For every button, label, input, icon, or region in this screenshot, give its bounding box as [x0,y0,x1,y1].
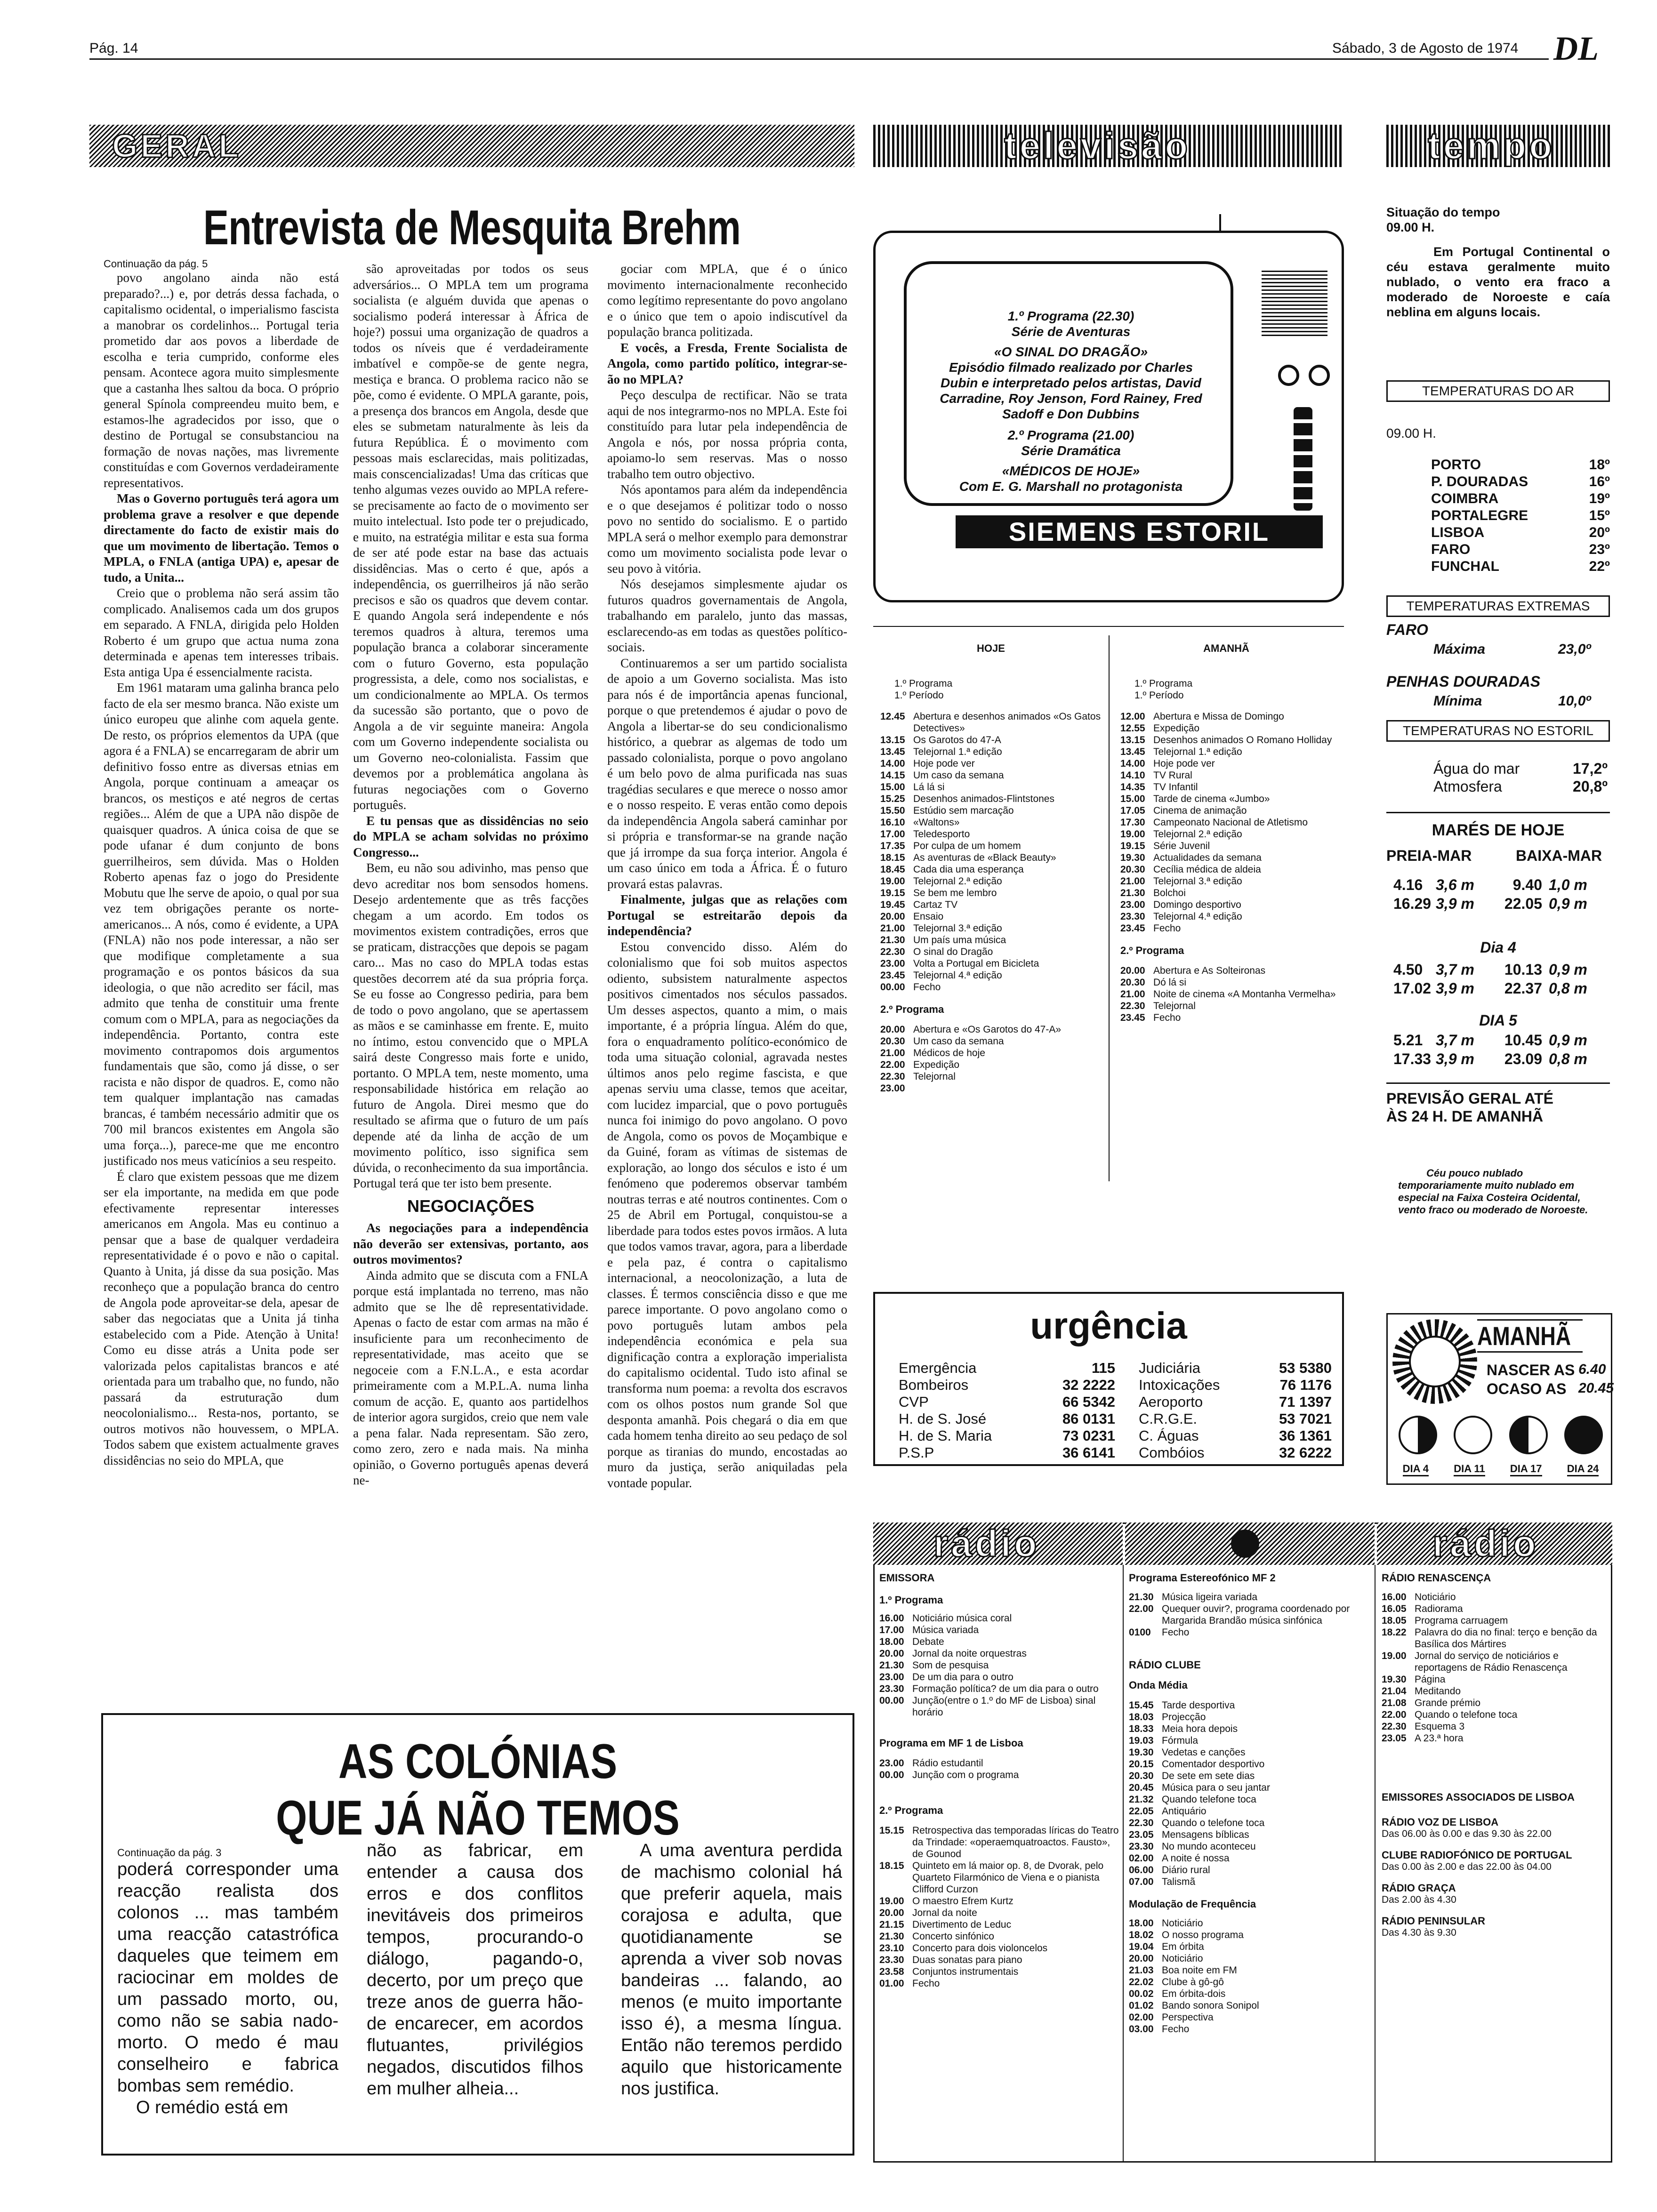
tv-schedule-row: 13.15 Os Garotos do 47-A [880,735,1001,745]
tv-schedule-row: 16.10 «Waltons» [880,817,960,828]
tv-schedule-row: 13.15 Desenhos animados O Romano Holliday [1120,735,1332,745]
radio-band-2-title: rádio [1432,1523,1539,1564]
header-rule [89,58,1549,60]
radio-schedule-row: 21.30 Som de pesquisa [879,1660,989,1671]
radio-schedule-row: 16.05 Radiorama [1382,1603,1463,1614]
radio-schedule-row: 22.30 Esquema 3 [1382,1721,1465,1732]
radio-schedule-row: 23.05 A 23.ª hora [1382,1733,1464,1744]
colonias-continued: Continuação da pág. 3 [117,1847,222,1859]
radio-schedule-row: 20.00 Jornal da noite orquestras [879,1648,1027,1659]
tv-schedule-row: 13.45 Telejornal 1.ª edição [880,746,1002,757]
nascer-label: NASCER AS [1487,1362,1575,1378]
radio-schedule-row: 18.00 Noticiário [1129,1918,1203,1929]
tv-schedule-row: 19.30 Actualidades da semana [1120,852,1262,863]
tv-speaker [1262,271,1327,337]
urgencia-title: urgência [1030,1305,1187,1346]
tide-row: 4.16 3,6 m 9.40 1,0 m [1393,876,1587,893]
colonias-title-line1: AS COLÓNIAS [338,1734,618,1789]
radio-schedule-row: 00.00 Junção(entre o 1.º do MF de Lisboa) sinal horário [879,1695,1096,1718]
radio-schedule-row: 16.00 Noticiário música coral [879,1613,1012,1624]
tv-antenna [1219,214,1221,233]
tv-schedule-row: 12.45 Abertura e desenhos animados «Os Gatos Detectives» [880,711,1101,734]
radio-schedule-row: 19.30 Página [1382,1674,1446,1685]
tempo-situacao: Situação do tempo 09.00 H. Em Portugal Continental o céu estava geralmente muito nublado, o vento era fraco a moderado de Noroeste e caía neblina em alguns locais. [1386,205,1610,319]
tide-row: 5.21 3,7 m 10.45 0,9 m [1393,1032,1587,1049]
moon-phase-days: DIA 4 DIA 11 DIA 17 DIA 24 [1390,1463,1611,1476]
tv-schedule-row: 17.00 Teledesporto [880,829,970,840]
city-temperature: COIMBRA 19º [1431,491,1610,506]
tv-brand-bar: SIEMENS ESTORIL [956,515,1323,548]
city-temperature: PORTO 18º [1431,457,1610,473]
radio-schedule-row: 00.00 Junção com o programa [879,1770,1019,1780]
radio-schedule-row: 20.00 Noticiário [1129,1953,1203,1964]
urgencia-entry: Aeroporto 71 1397 [1139,1394,1332,1410]
radio-band-middle [1125,1523,1375,1565]
radio-schedule-row: 21.30 Concerto sinfónico [879,1931,994,1942]
tide-row: 4.50 3,7 m 10.13 0,9 m [1393,961,1587,978]
estoril-atmosfera: Atmosfera 20,8º [1433,778,1608,795]
tv-schedule-row: 21.00 Telejornal 3.ª edição [880,923,1002,934]
radio-schedule-row: 23.30 Duas sonatas para piano [879,1955,1022,1965]
radio-schedule-row: 06.00 Diário rural [1129,1865,1210,1875]
dia4-label: Dia 4 [1480,939,1516,956]
radio-schedule-row: 21.32 Quando telefone toca [1129,1794,1256,1805]
radio-schedule-row: 03.00 Fecho [1129,2024,1190,2035]
urgencia-entry: Judiciária 53 5380 [1139,1360,1332,1376]
temp-ar-header: TEMPERATURAS DO AR [1386,380,1610,402]
geral-band [89,125,854,167]
radio-schedule-row: 22.02 Clube à gô-gô [1129,1977,1224,1988]
mares-today [1389,875,1610,913]
tv-schedule-row: 15.50 Estúdio sem marcação [880,805,1014,816]
temp-ar-hora: 09.00 H. [1386,426,1436,441]
tv-schedule-row: 22.30 O sinal do Dragão [880,946,993,957]
tv-today-list: 1.º Programa 1.º Período 12.45 Abertura e desenhos animados «Os Gatos Detectives» 13.15 Os Garotos do 47-A 13.45 Telejornal 1.ª edição 14.00 Hoje pode ver 14.15 Um caso da semana 15.00 Lá lá si 15.25 Desenhos animados-Flintstones 15.50 Estúdio sem marcação 16.10 «Waltons» 17.00 Teledesporto 17.35 Por culpa de um homem 18.15 As aventuras de «Black Beauty» 18.45 Cada dia uma esperança 19.00 Telejornal 2.ª edição 19.15 Se bem me lembro 19.45 Cartaz TV 20.00 Ensaio 21.00 Telejornal 3.ª edição 21.30 Um país uma música 22.30 O sinal do Dragão 23.00 Volta a Portugal em Bicicleta 23.45 Telejornal 4.ª edição 00.00 Fecho 2.º Programa 20.00 Abertura e «Os Garotos do 47-A» 20.30 Um caso da semana 21.00 Médicos de hoje 22.00 Expedição 22.30 Telejornal 23.00 [880,678,1101,1094]
tv-schedule-row: 17.30 Campeonato Nacional de Atletismo [1120,817,1308,828]
tv-schedule-row: 13.45 Telejornal 1.ª edição [1120,746,1242,757]
radio-icon [1231,1530,1259,1558]
dia5-label: DIA 5 [1479,1012,1517,1029]
mares-dia5 [1389,1031,1610,1068]
urgencia-entry: Emergência 115 [899,1360,1115,1376]
tv-schedule-row: 21.00 Noite de cinema «A Montanha Vermelha» [1120,989,1336,1000]
radio-schedule-row: 20.45 Música para o seu jantar [1129,1782,1270,1793]
radio-schedule-row: 23.05 Mensagens bíblicas [1129,1829,1249,1840]
mares-rule [1386,812,1610,813]
radio-clube-column: Programa Estereofónico MF 2 21.30 Música ligeira variada 22.00 Quequer ouvir?, programa coordenado por Margarida Brandão música sinfónica 0100 Fecho RÁDIO CLUBE Onda Média 15.45 Tarde desportiva 18.03 Projecção 18.33 Meia hora depois 19.03 Fórmula 19.30 Vedetas e canções 20.15 Comentador desportivo 20.30 De sete em sete dias 20.45 Música para o seu jantar 21.32 Quando telefone toca 22.05 Antiquário 22.30 Quando o telefone toca 23.05 Mensagens bíblicas 23.30 No mundo aconteceu 02.00 A noite é nossa 06.00 Diário rural 07.00 Talismã Modulação de Frequência 18.00 Noticiário 18.02 O nosso programa 19.04 Em órbita 20.00 Noticiário 21.03 Boa noite em FM 22.02 Clube à gô-gô 00.02 Em órbita-dois 01.02 Bando sonora Sonipol 02.00 Perspectiva 03.00 Fecho [1129,1572,1371,2035]
mares-title: MARÉS DE HOJE [1432,821,1565,839]
faro-max-value: 23,0º [1558,641,1591,657]
radio-schedule-row: 23.30 Formação política? de um dia para o outro [879,1683,1099,1694]
tv-schedule-row: 22.30 Telejornal [880,1071,956,1082]
tv-schedule-row: 17.35 Por culpa de um homem [880,841,1021,851]
moon-phase-3-icon [1509,1416,1548,1454]
tv-schedule-row: 21.30 Um país uma música [880,935,1006,946]
tide-row: 17.02 3,9 m 22.37 0,8 m [1393,980,1587,997]
radio-schedule-row: 19.04 Em órbita [1129,1941,1204,1952]
city-temperature: LISBOA 20º [1431,525,1610,540]
tv-schedule-row: 20.30 Dó lá si [1120,977,1187,988]
tv-schedule-row: 20.30 Cecília médica de aldeia [1120,864,1261,875]
radio-schedule-row: 22.05 Antiquário [1129,1806,1207,1817]
radio-schedule-row: 00.02 Em órbita-dois [1129,1988,1226,1999]
tv-schedule-row: 15.00 Lá lá si [880,782,945,793]
radio-schedule-row: 18.00 Debate [879,1636,944,1647]
tv-schedule-row: 14.15 Um caso da semana [880,770,1004,781]
tv-schedule-row: 17.05 Cinema de animação [1120,805,1247,816]
radio-schedule-row: 02.00 A noite é nossa [1129,1853,1230,1864]
amanha-title: AMANHÃ [1477,1319,1583,1353]
negociacoes-subhead: NEGOCIAÇÕES [407,1196,535,1216]
tv-schedule-rule [873,626,1344,627]
city-temperature: FUNCHAL 22º [1431,559,1610,574]
city-temperature: FARO 23º [1431,542,1610,557]
tv-schedule-row: 15.00 Tarde de cinema «Jumbo» [1120,793,1270,804]
radio-schedule-row: 19.30 Vedetas e canções [1129,1747,1246,1758]
tv-schedule-row: 18.45 Cada dia uma esperança [880,864,1024,875]
tv-col-amanha-header: AMANHÃ [1203,642,1249,654]
radio-band-2 [1377,1523,1612,1565]
moon-phases [1390,1416,1611,1454]
tv-tomorrow-list: 1.º Programa 1.º Período 12.00 Abertura e Missa de Domingo 12.55 Expedição 13.15 Desenhos animados O Romano Holliday 13.45 Telejornal 1.ª edição 14.00 Hoje pode ver 14.10 TV Rural 14.35 TV Infantil 15.00 Tarde de cinema «Jumbo» 17.05 Cinema de animação 17.30 Campeonato Nacional de Atletismo 19.00 Telejornal 2.ª edição 19.15 Série Juvenil 19.30 Actualidades da semana 20.30 Cecília médica de aldeia 21.00 Telejornal 3.ª edição 21.30 Bolchoi 23.00 Domingo desportivo 23.30 Telejornal 4.ª edição 23.45 Fecho 2.º Programa 20.00 Abertura e As Solteironas 20.30 Dó lá si 21.00 Noite de cinema «A Montanha Vermelha» 22.30 Telejornal 23.45 Fecho [1120,678,1342,1024]
mares-dia4 [1389,960,1610,998]
tv-schedule-row: 23.00 [880,1083,905,1094]
radio-schedule-row: 22.30 Quando o telefone toca [1129,1818,1265,1828]
tv-knob-1 [1278,365,1299,386]
radio-band-1-title: rádio [933,1523,1040,1564]
tv-schedule-row: 12.00 Abertura e Missa de Domingo [1120,711,1284,722]
article-column-3: gociar com MPLA, que é o único movimento internacionalmente reconhecido como legítimo representante do povo angolano e o único que tem o apoio indiscutível da população branca politizada. E vocês, a Fresda, Frente Socialista de Angola, como partido político, integrar-se-ão no MPLA? Peço desculpa de rectificar. Não se trata aqui de nos integrarmo-nos no MPLA. Este foi constituído para lutar pela independência de Angola e nós, por nossa própria conta, apoiamo-lo sem reservas. Mas o nosso trabalho tem outro objectivo. Nós apontamos para além da independência e o que desejamos é politizar todo o nosso povo no sentido do socialismo. E o partido MPLA será o melhor exemplo para demonstrar como um movimento socialista pode levar o seu povo à vitória. Nós desejamos simplesmente ajudar os futuros quadros governamentais de Angola, trabalhando em paralelo, junto das massas, esclarecendo-as em todas as questões político-sociais. Continuaremos a ser um partido socialista de apoio a um Governo socialista. Mas isto para nós é de importância apenas funcional, porque o que pretendemos é ajudar o povo de Angola a libertar-se do seu condicionalismo histórico, a quebrar as algemas de todo um passado colonialista, porque o povo angolano é um belo povo de alma purificada nas suas tragédias seculares e que merece o nosso amor e o nosso respeito. E veras então como depois da independência Angola saberá caminhar por si própria e transformar-se na grande nação que já irrompe da sua força interior. Angola é um caso único em toda a África. É o futuro provará estas palavras. Finalmente, julgas que as relações com Portugal se estreitarão depois da independência? Estou convencido disso. Além do colonialismo que foi sob muitos aspectos odiento, subsistem naturalmente aspectos positivos cimentados nos séculos passados. Um desses aspectos, quanto a mim, o mais importante, é a própria língua. Além do que, fora o enquadramento político-económico de toda uma situação colonial, agravada nestes últimos anos pelo regime fascista, e que apenas serviu uma classe, temos que aceitar, com lucidez imparcial, que o povo português nunca foi inimigo do povo angolano. O povo de Angola, como os povos de Moçambique e da Guiné, foram as vítimas de sistemas de exploração, ao longo dos séculos e isto é um fenómeno que poderemos observar também noutras terras e até noutros continentes. Com o 25 de Abril em Portugal, conquistou-se a liberdade para todos estes povos irmãos. A luta que todos vamos travar, agora, para a liberdade e pela paz, é contra o capitalismo internacional, a neocolonização, a luta de classes. É termos consciência disso e que me parece importante. O povo angolano como o povo português lutam ambos pela independência económica e pela sua dignificação contra a exploração imperialista do capitalismo ocidental. Tudo isto afinal se transforma num poema: a revolta dos escravos com os olhos postos num grande Sol que desponta amanhã. Pois chegará o dia em que cada homem tenha direito ao seu pedaço de sol porque as tiranias do mundo, encostadas ao muro da justiça, serão aniquiladas pela vontade popular. [607,262,847,1490]
temp-ext-header: TEMPERATURAS EXTREMAS [1386,595,1610,617]
radio-schedule-row: 21.08 Grande prémio [1382,1698,1481,1708]
page-date: Sábado, 3 de Agosto de 1974 [1332,40,1519,56]
article-title: Entrevista de Mesquita Brehm [203,200,741,255]
urgencia-entry: Bombeiros 32 2222 [899,1377,1115,1393]
estoril-agua: Água do mar 17,2º [1433,760,1608,777]
tv-schedule-row: 20.30 Um caso da semana [880,1036,1004,1047]
tv-schedule-row: 20.00 Abertura e As Solteironas [1120,965,1266,976]
radio-emissora-column: EMISSORA 1.º Programa 16.00 Noticiário música coral 17.00 Música variada 18.00 Debate 20.00 Jornal da noite orquestras 21.30 Som de pesquisa 23.00 De um dia para o outro 23.30 Formação política? de um dia para o outro 00.00 Junção(entre o 1.º do MF de Lisboa) sinal horário Programa em MF 1 de Lisboa 23.00 Rádio estudantil 00.00 Junção com o programa 2.º Programa 15.15 Retrospectiva das temporadas líricas do Teatro da Trindade: «operaemquatroactos. Fausto», de Gounod 18.15 Quinteto em lá maior op. 8, de Dvorak, pelo Quarteto Filarmónico de Viena e o pianista Clifford Curzon 19.00 O maestro Efrem Kurtz 20.00 Jornal da noite 21.15 Divertimento de Leduc 21.30 Concerto sinfónico 23.10 Concerto para dois violoncelos 23.30 Duas sonatas para piano 23.58 Conjuntos instrumentais 01.00 Fecho [879,1572,1119,1989]
tide-row: 16.29 3,9 m 22.05 0,9 m [1393,895,1587,912]
tv-set [873,231,1344,602]
tv-schedule-row: 20.00 Abertura e «Os Garotos do 47-A» [880,1024,1062,1035]
radio-schedule-row: 18.15 Quinteto em lá maior op. 8, de Dvorak, pelo Quarteto Filarmónico de Viena e o pianista Clifford Curzon [879,1860,1104,1895]
urgencia-entry: H. de S. José 86 0131 [899,1411,1115,1427]
tv-screen-text: 1.º Programa (22.30) Série de Aventuras «O SINAL DO DRAGÃO» Episódio filmado realizado por Charles Dubin e interpretado pelos artistas, David Carradine, Roy Jenson, Ford Rainey, Fred Sadoff e Don Dubbins 2.º Programa (21.00) Série Dramática «MÉDICOS DE HOJE» Com E. G. Marshall no protagonista [940,309,1202,494]
tv-schedule-row: 23.00 Volta a Portugal em Bicicleta [880,958,1039,969]
colonias-column-3: A uma aventura perdida de machismo colonial há que preferir aquela, mais corajosa e adulta, que quotidianamente se aprenda a viver sob novas bandeiras ... falando, ao menos (e muito importante isso é), a mesma língua. Então não teremos perdido aquilo que historicamente nos justifica. [621,1841,842,2099]
sun-icon [1392,1319,1477,1404]
article-column-2: são aproveitadas por todos os seus adversários... O MPLA tem um programa socialista (e alguém duvida que apenas o socialismo poderá interessar à África de hoje?) possui uma organização de quadros a todos os níveis que é verdadeiramente imbatível e compõe-se de gente negra, mestiça e branca. O problema racico não se põe, como é evidente. O MPLA garante, pois, a presença dos brancos em Angola, desde que eles se submetam naturalmente às leis da futura República. É o movimento com pessoas mais esclarecidas, mais politizadas, mais conscencializadas! Uma das críticas que tenho algumas vezes ouvido ao MPLA refere-se precisamente ao facto de o movimento ser muito intelectual. Isto pode ter o prejudicado, e muito, na estratégia militar e esta sua forma de ser até pode estar na base das actuais dissidências. Mas o certo é que, após a independência, os guerrilheiros já não serão precisos e são os quadros que devem contar. E quando Angola será independente e nós teremos quadros à altura, teremos uma população branca a colaborar sinceramente com o futuro Governo, esta população progressista, a dele, como nos socialistas, e um condicionalmente ao MPLA. Os termos da sucessão são portanto, que o povo de Angola a de vir seguinte maneira: Angola com um Governo independente socialista ou um Governo neo-colonialista. Fassim que devemos por a problemática angolana às futuras negociações com o Governo português. E tu pensas que as dissidências no seio do MPLA se acham solvidas no próximo Congresso... Bem, eu não sou adivinho, mas penso que devo acreditar nos bom sensodos homens. Desejo ardentemente que as três facções chegam a um acordo. Em todos os movimentos existem contradições, erros que se praticam, distracções que depois se pagam caro... Mas no caso do MPLA todas estas questões decorrem até da sua própria força. Se eu fosse ao Congresso pediria, para bem de todo o povo angolano, que se apertassem as mãos e se caminhasse em frente. E, muito no íntimo, estou convencido que o MPLA sairá deste Congresso mais forte e unido, portanto. O MPLA tem, neste momento, uma responsabilidade histórica em relação ao futuro de Angola. Direi mesmo que do resultado se afirma que o futuro de um país depende até da linha de acção de um movimento político, isso significa sem dúvida, o reconhecimento da sua importância. Portugal terá que ter isto bem presente. NEGOCIAÇÕES As negociações para a independência não deverão ser extensivas, portanto, aos outros movimentos? Ainda admito que se discuta com a FNLA porque está implantada no terreno, mas não admito que se lhe dê representatividade. Apenas o facto de estar com armas na mão é insuficiente para um reconhecimento de representatividade, mas aceito que se negoceie com a F.N.L.A., e esta acordar primeiramente com a M.P.L.A. numa linha comum de acção. E, quanto aos partidelhos de interior agora surgidos, creio que nem vale a pena falar. Nada representam. São zero, como zero, zero e nada mais. Na minha opinião, o Governo português apenas deverá ne- [353,262,588,1487]
tv-schedule-row: 18.15 As aventuras de «Black Beauty» [880,852,1056,863]
article-column-1: povo angolano ainda não está preparado?...) e, por detrás dessa fachada, o capitalismo ocidental, o imperialismo fascista a manobrar os cordelinhos... Portugal teria prometido dar aos povos a liberdade de escolha e teria cumprido, conforme eles pensam. Acontece agora muito simplesmente que a castanha lhes saltou da boca. O próprio general Spínola compreendeu muito bem, e estamos-lhe agradecidos por isso, que o destino de Portugal se consubstanciou na formação de novas nações, mas livremente constituídas e com Governos verdadeiramente representativos. Mas o Governo português terá agora um problema grave a resolver e que depende directamente do facto de existir mais do que um movimento de libertação. Temos o MPLA, o FNLA (antiga UPA) e, apesar de tudo, a Unita... Creio que o problema não será assim tão complicado. Analisemos cada um dos grupos em separado. A FNLA, dirigida pelo Holden Roberto é um grupo que actua numa zona determinada e apenas tem interesses tribais. Esta antiga Upa é essencialmente racista. Em 1961 mataram uma galinha branca pelo facto de ela ser mesmo branca. Não existe um único europeu que alinhe com aquela gente. De resto, os próprios elementos da UPA (que agora é a FNLA) se encarregaram de abrir um definitivo fosso entre as diversas etnias em Angola, porque continuam a ameaçar os brancos, os mestiços e até negros de certas regiões... Além de que a UPA não dispõe de quaisquer quadros. A única coisa de que se pode ufanar é dum conjunto de bons guerrilheiros, sem dúvida. Mas o Holden Roberto apenas faz o jogo do Presidente Mobutu que lhe serve de apoio, o qual por sua vez tem obrigações perante os norte-americanos... A nós, como é evidente, a UPA (FNLA) não nos pode interessar, a não ser que modifique completamente a sua programação e os pontos básicos da sua ideologia, o que não acredito ser fácil, mas admito que tenha de constituir uma frente comum com o MPLA, para as negociações da independência. Portanto, contra este movimento contrapomos dois argumentos fundamentais que são, como já disse, o ser racista e não dispor de quadros. E, como não tem qualquer implantação nas camadas brancas, é também necessário admitir que os 700 mil brancos existentes em Angola são uma força...), parece-me que me encontro justificado nos meus vaticínios a seu respeito. É claro que existem pessoas que me dizem ser ela importante, na medida em que pode efectivamente representar interesses americanos em Angola. Mas eu continuo a pensar que a base de qualquer verdadeira representatividade é o povo e não o capital. Quanto à Unita, já disse da sua posição. Mas reconheço que a população branca do centro de Angola pode aproveitar-se dela, apesar de saber das negociatas que a Unita já tinha estabelecido com a Pide. Atenção à Unita! Como eu disse atrás a Unita pode ser valorizada pelos capitalistas brancos e até orientada para um trabalho que, no fundo, não passará da estruturação dum neocolonialismo... Resta-nos, portanto, se outros motivos não houvessem, o MPLA. Todos sabem que existem actualmente graves dissidências no seio do MPLA, que [104,271,339,1467]
radio-schedule-row: 23.58 Conjuntos instrumentais [879,1966,1019,1977]
tide-row: 17.33 3,9 m 23.09 0,8 m [1393,1050,1587,1067]
colonias-box [101,1713,854,2156]
tv-schedule-row: 19.15 Se bem me lembro [880,888,997,898]
colonias-title-line2: QUE JÁ NÃO TEMOS [276,1791,680,1845]
tv-schedule-row: 23.00 Domingo desportivo [1120,899,1241,910]
radio-schedule-row: 01.00 Fecho [879,1978,940,1989]
ocaso-value: 20.45 [1578,1380,1614,1396]
tv-schedule-row: 19.00 Telejornal 2.ª edição [1120,829,1242,840]
radio-schedule-row: 02.00 Perspectiva [1129,2012,1214,2023]
radio-schedule-row: 19.00 Jornal do serviço de noticiários e reportagens de Rádio Renascença [1382,1651,1568,1673]
tv-band [873,125,1344,167]
radio-schedule-row: 23.00 De um dia para o outro [879,1672,1014,1683]
moon-phase-1-icon [1399,1416,1437,1454]
radio-schedule-row: 18.02 O nosso programa [1129,1930,1244,1940]
tv-schedule-row: 19.00 Telejornal 2.ª edição [880,876,1002,887]
urgencia-entry: CVP 66 5342 [899,1394,1115,1410]
radio-schedule-row: 16.00 Noticiário [1382,1592,1456,1603]
urgencia-box [873,1292,1344,1466]
tv-schedule-row: 23.45 Fecho [1120,923,1181,934]
tv-buttons [1294,407,1312,511]
city-temperature: PORTALEGRE 15º [1431,508,1610,523]
radio-renascenca-column: RÁDIO RENASCENÇA 16.00 Noticiário 16.05 Radiorama 18.05 Programa carruagem 18.22 Palavra do dia no final: terço e benção da Basílica dos Mártires 19.00 Jornal do serviço de noticiários e reportagens de Rádio Renascença 19.30 Página 21.04 Meditando 21.08 Grande prémio 22.00 Quando o telefone toca 22.30 Esquema 3 23.05 A 23.ª hora EMISSORES ASSOCIADOS DE LISBOA RÁDIO VOZ DE LISBOA Das 06.00 às 0.00 e das 9.30 às 22.00 CLUBE RADIOFÓNICO DE PORTUGAL Das 0.00 às 2.00 e das 22.00 às 04.00 RÁDIO GRAÇA Das 2.00 às 4.30 RÁDIO PENINSULAR Das 4.30 às 9.30 [1382,1572,1608,1939]
radio-schedule-row: 17.00 Música variada [879,1625,979,1635]
radio-schedule-row: 21.30 Música ligeira variada [1129,1592,1258,1603]
urgencia-right-list [1139,1360,1332,1461]
radio-schedule-row: 19.00 O maestro Efrem Kurtz [879,1896,1014,1907]
radio-band-1 [873,1523,1123,1565]
tv-schedule-row: 21.30 Bolchoi [1120,888,1186,898]
nascer-value: 6.40 [1578,1362,1606,1377]
tv-knob-2 [1309,365,1330,386]
previsao-rule [1386,1082,1610,1084]
urgencia-entry: P.S.P 36 6141 [899,1444,1115,1461]
radio-schedule-row: 23.10 Concerto para dois violoncelos [879,1943,1048,1954]
tempo-band-title: tempo [1428,125,1555,167]
tv-schedule-row: 14.10 TV Rural [1120,770,1192,781]
radio-schedule-row: 20.00 Jornal da noite [879,1907,977,1918]
radio-schedule-row: 22.00 Quequer ouvir?, programa coordenado por Margarida Brandão música sinfónica [1129,1603,1350,1626]
colonias-column-1: poderá corresponder uma reacção realista dos colonos ... mas também uma reacção catastrófica daqueles que teimem em raciocinar em moldes de um passado morto, ou, como não se sabia nado-morto. O medo é mau conselheiro e fabrica bombas sem remédio. O remédio está em [117,1859,338,2117]
moon-phase-4-icon [1564,1416,1603,1454]
tv-schedule-row: 19.15 Série Juvenil [1120,841,1210,851]
radio-schedule-row: 23.00 Rádio estudantil [879,1758,983,1769]
penhas-min-value: 10,0º [1558,693,1591,709]
baixa-mar-label: BAIXA-MAR [1516,847,1602,864]
tv-schedule-row: 22.30 Telejornal [1120,1001,1196,1011]
temp-ar-list [1431,457,1610,575]
radio-schedule-row: 21.15 Divertimento de Leduc [879,1919,1012,1930]
radio-schedule-row: 18.22 Palavra do dia no final: terço e benção da Basílica dos Mártires [1382,1627,1597,1650]
urgencia-entry: C. Águas 36 1361 [1139,1427,1332,1444]
amanha-box [1386,1313,1612,1485]
radio-schedule-row: 0100 Fecho [1129,1627,1190,1638]
city-temperature: P. DOURADAS 16º [1431,474,1610,489]
urgencia-entry: H. de S. Maria 73 0231 [899,1427,1115,1444]
temp-estoril-header: TEMPERATURAS NO ESTORIL [1386,720,1610,742]
page-number: Pág. 14 [89,40,138,56]
radio-schedule-row: 15.45 Tarde desportiva [1129,1700,1235,1711]
penhas-min-label: Mínima [1433,693,1482,709]
tv-schedule-row: 22.00 Expedição [880,1059,960,1070]
tempo-band [1386,125,1612,167]
tv-schedule-row: 12.55 Expedição [1120,723,1200,734]
geral-band-title: GERAL [112,128,241,164]
radio-schedule-row: 20.15 Comentador desportivo [1129,1759,1265,1770]
tv-schedule-row: 00.00 Fecho [880,982,941,993]
tv-schedule-row: 21.00 Telejornal 3.ª edição [1120,876,1242,887]
faro-max-label: Máxima [1433,641,1486,657]
urgencia-entry: C.R.G.E. 53 7021 [1139,1411,1332,1427]
tv-schedule-row: 21.00 Médicos de hoje [880,1048,985,1058]
moon-phase-2-icon [1454,1416,1492,1454]
radio-schedule-row: 18.03 Projecção [1129,1712,1206,1723]
urgencia-entry: Intoxicações 76 1176 [1139,1377,1332,1393]
radio-schedule-row: 18.05 Programa carruagem [1382,1615,1508,1626]
radio-schedule-row: 23.30 No mundo aconteceu [1129,1841,1256,1852]
faro-label: FARO [1386,621,1428,638]
colonias-column-2: não as fabricar, em entender a causa dos erros e dos conflitos inevitáveis dos primeiros tempos, procurando-o diálogo, pagando-o, decerto, por um preço que treze anos de guerra hão-de encarecer, em acordos flutuantes, privilégios negados, discutidos filhos em mulher alheia... [367,1841,583,2099]
tv-col-hoje-header: HOJE [977,642,1005,654]
radio-schedule-row: 22.00 Quando o telefone toca [1382,1709,1518,1720]
tv-schedule-row: 23.30 Telejornal 4.ª edição [1120,911,1242,922]
tv-schedule-row: 19.45 Cartaz TV [880,899,958,910]
radio-schedule-row: 19.03 Fórmula [1129,1735,1199,1746]
radio-schedule-row: 18.33 Meia hora depois [1129,1723,1238,1734]
ocaso-label: OCASO AS [1487,1380,1567,1397]
penhas-label: PENHAS DOURADAS [1386,673,1541,690]
tv-schedule-row: 23.45 Telejornal 4.ª edição [880,970,1002,981]
radio-schedule-row: 15.15 Retrospectiva das temporadas líricas do Teatro da Trindade: «operaemquatroactos. Fausto», de Gounod [879,1825,1119,1859]
radio-divider-1 [1123,1565,1124,2163]
urgencia-entry: Combóios 32 6222 [1139,1444,1332,1461]
radio-schedule-row: 21.03 Boa noite em FM [1129,1965,1237,1976]
urgencia-left-list [899,1360,1115,1461]
tv-schedule-row: 14.35 TV Infantil [1120,782,1198,793]
tv-schedule-row: 14.00 Hoje pode ver [880,758,975,769]
radio-schedule-row: 01.02 Bando sonora Sonipol [1129,2000,1259,2011]
radio-schedule-row: 07.00 Talismã [1129,1876,1196,1887]
tv-schedule-row: 14.00 Hoje pode ver [1120,758,1215,769]
continuation-note: Continuação da pág. 5 [104,258,208,270]
tv-schedule-row: 23.45 Fecho [1120,1012,1181,1023]
tv-schedule-row: 15.25 Desenhos animados-Flintstones [880,793,1054,804]
newspaper-logo: DL [1553,30,1599,67]
preia-mar-label: PREIA-MAR [1386,847,1472,864]
tv-band-title: televisão [1004,125,1191,167]
radio-schedule-row: 20.30 De sete em sete dias [1129,1771,1255,1781]
tv-schedule-row: 20.00 Ensaio [880,911,944,922]
tv-schedule-divider [1109,635,1110,1181]
previsao-title: PREVISÃO GERAL ATÉ ÀS 24 H. DE AMANHÃ [1386,1090,1554,1125]
radio-schedule-row: 21.04 Meditando [1382,1686,1461,1697]
previsao-text: Céu pouco nublado temporariamente muito nublado em especial na Faixa Costeira Ocidental, vento fraco ou moderado de Noroeste. [1398,1167,1588,1216]
